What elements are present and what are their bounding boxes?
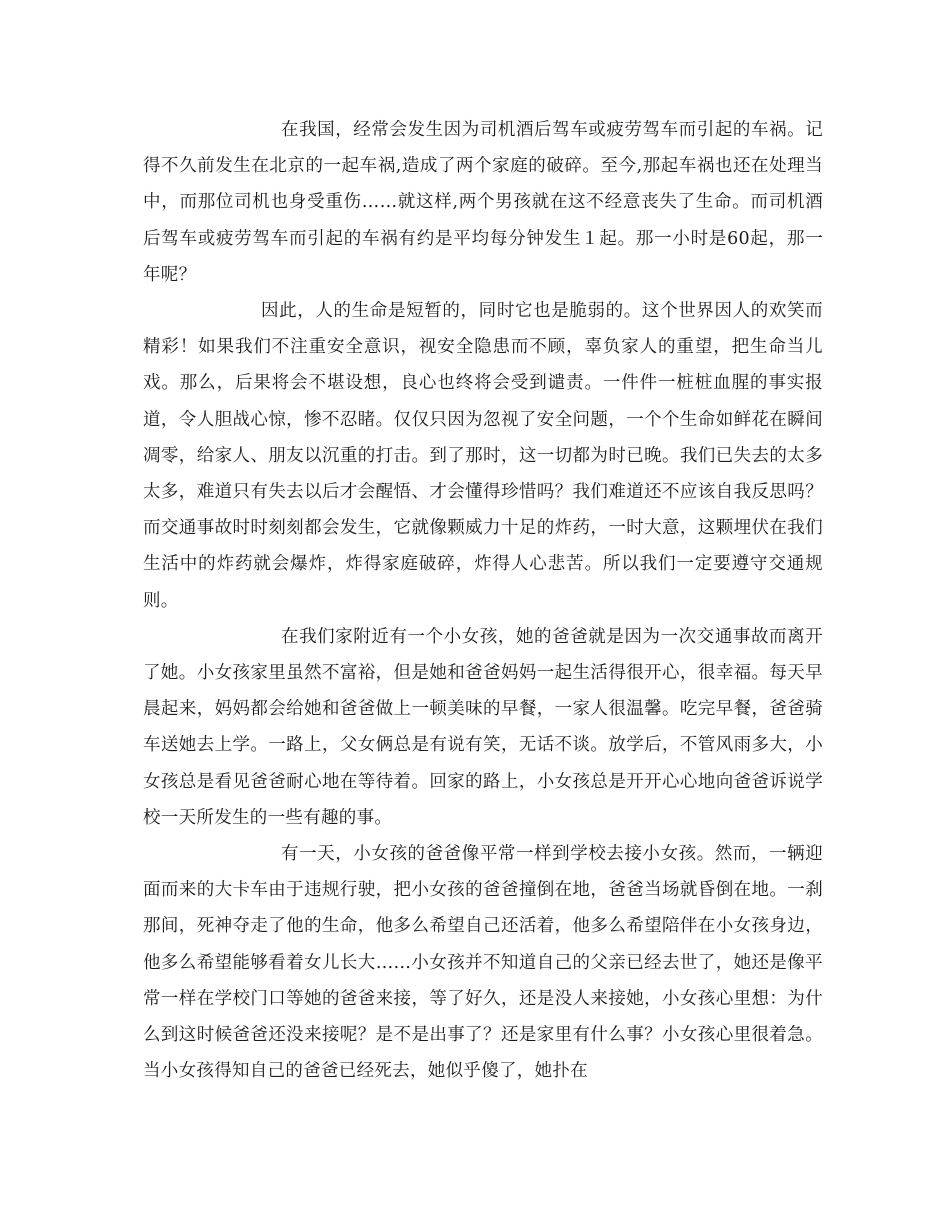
paragraph-4: 有一天，小女孩的爸爸像平常一样到学校去接小女孩。然而，一辆迎面而来的大卡车由于违规行驶，把小女孩的爸爸撞倒在地，爸爸当场就昏倒在地。一刹那间，死神夺走了他的生命，他多么希望自己还活着，他多么希望陪伴在小女孩身边，他多么希望能够看着女儿长大……小女孩并不知道自己的父亲已经去世了，她还是像平常一样在学校门口等她的爸爸来接，等了好久，还是没人来接她，小女孩心里想：为什么到这时候爸爸还没来接呢？是不是出事了？还是家里有什么事？小女孩心里很着急。当小女孩得知自己的爸爸已经死去，她似乎傻了，她扑在 bbox=[143, 844, 823, 1082]
paragraph-3: 在我们家附近有一个小女孩，她的爸爸就是因为一次交通事故而离开了她。小女孩家里虽然不富裕，但是她和爸爸妈妈一起生活得很开心，很幸福。每天早晨起来，妈妈都会给她和爸爸做上一顿美味的早餐，一家人很温馨。吃完早餐，爸爸骑车送她去上学。一路上，父女俩总是有说有笑，无话不谈。放学后，不管风雨多大，小女孩总是看见爸爸耐心地在等待着。回家的路上，小女孩总是开开心心地向爸爸诉说学校一天所发生的一些有趣的事。 bbox=[143, 626, 823, 828]
document-body bbox=[143, 112, 823, 1089]
paragraph-2: 因此，人的生命是短暂的，同时它也是脆弱的。这个世界因人的欢笑而精彩！如果我们不注重安全意识，视安全隐患而不顾，辜负家人的重望，把生命当儿戏。那么，后果将会不堪设想，良心也终将会受到谴责。一件件一桩桩血腥的事实报道，令人胆战心惊，惨不忍睹。仅仅只因为忽视了安全问题，一个个生命如鲜花在瞬间凋零，给家人、朋友以沉重的打击。到了那时，这一切都为时已晚。我们已失去的太多太多，难道只有失去以后才会醒悟、才会懂得珍惜吗？我们难道还不应该自我反思吗？而交通事故时时刻刻都会发生，它就像颗威力十足的炸药，一时大意，这颗埋伏在我们生活中的炸药就会爆炸，炸得家庭破碎，炸得人心悲苦。所以我们一定要遵守交通规则。 bbox=[143, 301, 823, 611]
paragraph-1: 在我国，经常会发生因为司机酒后驾车或疲劳驾车而引起的车祸。记得不久前发生在北京的一起车祸,造成了两个家庭的破碎。至今,那起车祸也还在处理当中，而那位司机也身受重伤……就这样,两个男孩就在这不经意丧失了生命。而司机酒后驾车或疲劳驾车而引起的车祸有约是平均每分钟发生１起。那一小时是60起，那一年呢？ bbox=[143, 120, 823, 285]
